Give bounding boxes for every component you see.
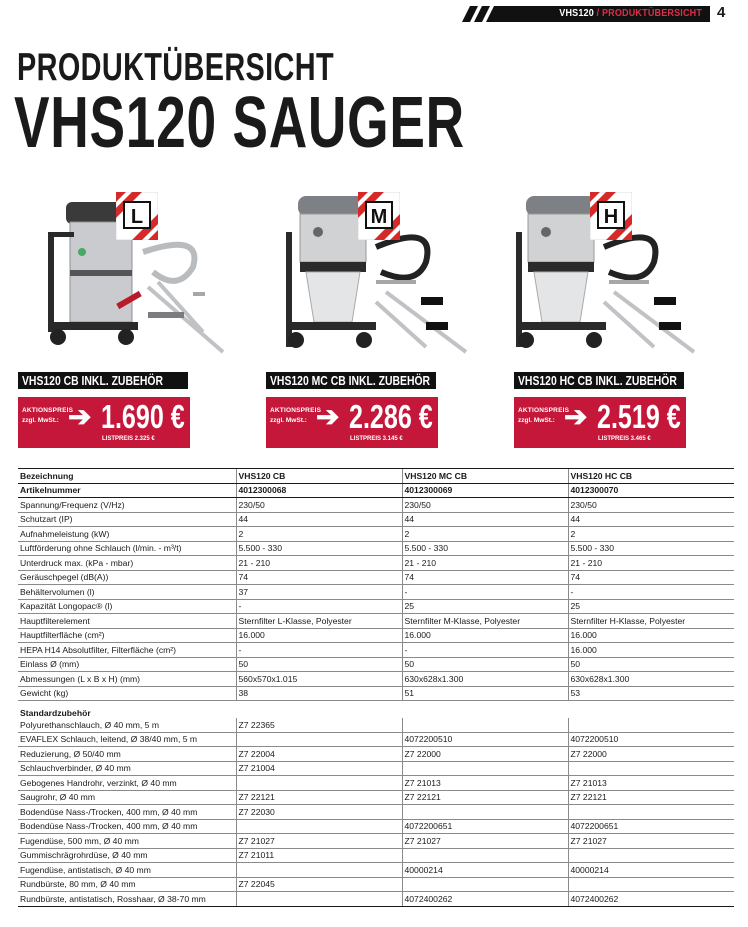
badge-letter-h: H (603, 206, 619, 228)
spec-row (18, 628, 734, 643)
table-cell: 560x570x1.015 (236, 672, 402, 687)
accessories-section-row (18, 701, 734, 718)
accessory-row (18, 834, 734, 849)
table-header-row (18, 469, 734, 484)
table-cell: 16.000 (568, 643, 734, 658)
table-cell: Gewicht (kg) (18, 686, 236, 701)
table-cell: Saugrohr, Ø 40 mm (18, 790, 236, 805)
table-cell (402, 761, 568, 776)
table-cell (568, 761, 734, 776)
table-cell: 25 (402, 599, 568, 614)
spec-row (18, 570, 734, 585)
table-cell: 25 (568, 599, 734, 614)
table-cell: 4072400262 (402, 892, 568, 907)
accessory-row (18, 718, 734, 733)
table-cell: 44 (402, 512, 568, 527)
header-section: PRODUKTÜBERSICHT (601, 7, 702, 19)
vat-label: zzgl. MwSt.: (22, 417, 59, 424)
table-cell: 50 (236, 657, 402, 672)
table-cell (402, 848, 568, 863)
table-cell (402, 805, 568, 820)
table-cell: - (236, 643, 402, 658)
table-cell: Z7 22004 (236, 747, 402, 762)
spec-row (18, 614, 734, 629)
table-cell (236, 701, 402, 718)
table-cell: Z7 21027 (568, 834, 734, 849)
table-cell (402, 718, 568, 733)
table-cell: Z7 22365 (236, 718, 402, 733)
table-cell: Reduzierung, Ø 50/40 mm (18, 747, 236, 762)
spec-row (18, 556, 734, 571)
table-cell: Fugendüse, 500 mm, Ø 40 mm (18, 834, 236, 849)
table-cell: Fugendüse, antistatisch, Ø 40 mm (18, 863, 236, 878)
table-header-cell: Bezeichnung (18, 469, 236, 484)
table-cell: Rundbürste, antistatisch, Rosshaar, Ø 38-70 mm (18, 892, 236, 907)
table-cell (236, 863, 402, 878)
table-cell (568, 848, 734, 863)
spec-row (18, 599, 734, 614)
promo-label: AKTIONSPREIS (22, 407, 74, 414)
arrow-right-icon: ➔ (68, 401, 92, 432)
class-badge-l (116, 192, 158, 240)
table-cell: 16.000 (568, 628, 734, 643)
table-cell: Z7 22045 (236, 877, 402, 892)
accessory-row (18, 863, 734, 878)
promo-price: 1.690 € (101, 398, 185, 435)
header-text (559, 7, 702, 19)
accessories-title: Standardzubehör (18, 701, 236, 718)
accessory-row (18, 732, 734, 747)
header-model: VHS120 (559, 7, 594, 19)
table-cell: Sternfilter L-Klasse, Polyester (236, 614, 402, 629)
price-box-hc (514, 397, 686, 448)
product-name-hc (514, 372, 684, 389)
product-card-cb (18, 192, 240, 367)
table-header-cell: VHS120 CB (236, 469, 402, 484)
table-cell: Z7 22000 (568, 747, 734, 762)
table-cell: 4012300070 (568, 483, 734, 498)
table-cell: Z7 22121 (568, 790, 734, 805)
table-cell: 74 (568, 570, 734, 585)
table-cell: Schutzart (IP) (18, 512, 236, 527)
table-cell: 230/50 (568, 498, 734, 513)
table-cell: Luftförderung ohne Schlauch (l/min. - m³/t) (18, 541, 236, 556)
table-cell: Behältervolumen (l) (18, 585, 236, 600)
spec-row (18, 527, 734, 542)
table-cell (402, 877, 568, 892)
table-cell: - (568, 585, 734, 600)
table-cell: Z7 22030 (236, 805, 402, 820)
spec-row (18, 585, 734, 600)
accessory-row (18, 848, 734, 863)
table-cell: 4072400262 (568, 892, 734, 907)
spec-row (18, 512, 734, 527)
table-cell: Kapazität Longopac® (l) (18, 599, 236, 614)
accessory-row (18, 790, 734, 805)
table-cell: Rundbürste, 80 mm, Ø 40 mm (18, 877, 236, 892)
table-header-cell: VHS120 MC CB (402, 469, 568, 484)
table-cell: 53 (568, 686, 734, 701)
table-cell: Z7 22121 (236, 790, 402, 805)
table-cell: 40000214 (402, 863, 568, 878)
table-cell: 4072200510 (402, 732, 568, 747)
table-cell: Einlass Ø (mm) (18, 657, 236, 672)
product-name-cb (18, 372, 188, 389)
spec-row (18, 686, 734, 701)
table-cell (568, 701, 734, 718)
table-header-cell: VHS120 HC CB (568, 469, 734, 484)
table-cell (236, 892, 402, 907)
vat-label: zzgl. MwSt.: (518, 417, 555, 424)
list-price: LISTPREIS 3.465 € (598, 436, 651, 442)
product-card-mc (266, 192, 488, 367)
table-cell: Sternfilter H-Klasse, Polyester (568, 614, 734, 629)
accessory-row (18, 761, 734, 776)
price-box-mc (266, 397, 438, 448)
spec-row (18, 541, 734, 556)
product-name-mc (266, 372, 436, 389)
spec-row (18, 498, 734, 513)
accessory-row (18, 892, 734, 907)
table-cell (236, 819, 402, 834)
price-box-cb (18, 397, 190, 448)
spec-row (18, 657, 734, 672)
vat-label: zzgl. MwSt.: (270, 417, 307, 424)
table-cell: 38 (236, 686, 402, 701)
table-cell: Z7 21013 (402, 776, 568, 791)
table-cell (568, 805, 734, 820)
table-cell: Bodendüse Nass-/Trocken, 400 mm, Ø 40 mm (18, 805, 236, 820)
table-cell: 4012300069 (402, 483, 568, 498)
table-cell: 50 (402, 657, 568, 672)
list-price: LISTPREIS 2.325 € (102, 436, 155, 442)
table-cell: - (236, 599, 402, 614)
badge-letter-m: M (370, 206, 388, 228)
table-cell: 21 - 210 (236, 556, 402, 571)
table-cell: Artikelnummer (18, 483, 236, 498)
table-cell (236, 732, 402, 747)
table-cell (568, 718, 734, 733)
article-number-row (18, 483, 734, 498)
accessory-row (18, 805, 734, 820)
table-cell: Z7 21027 (402, 834, 568, 849)
table-cell: 630x628x1.300 (568, 672, 734, 687)
table-cell: Sternfilter M-Klasse, Polyester (402, 614, 568, 629)
product-name-label: VHS120 HC CB INKL. ZUBEHÖR (518, 373, 677, 388)
table-cell: Bodendüse Nass-/Trocken, 400 mm, Ø 40 mm (18, 819, 236, 834)
table-cell: Polyurethanschlauch, Ø 40 mm, 5 m (18, 718, 236, 733)
table-cell: Schlauchverbinder, Ø 40 mm (18, 761, 236, 776)
accessory-row (18, 819, 734, 834)
table-cell (236, 776, 402, 791)
table-cell: - (402, 643, 568, 658)
table-cell: - (402, 585, 568, 600)
table-cell: 2 (568, 527, 734, 542)
promo-label: AKTIONSPREIS (270, 407, 322, 414)
table-cell: Geräuschpegel (dB(A)) (18, 570, 236, 585)
table-cell: Gebogenes Handrohr, verzinkt, Ø 40 mm (18, 776, 236, 791)
header-separator: / (593, 7, 602, 19)
product-name-label: VHS120 MC CB INKL. ZUBEHÖR (270, 373, 431, 388)
table-cell: 51 (402, 686, 568, 701)
table-cell: 40000214 (568, 863, 734, 878)
table-cell: HEPA H14 Absolutfilter, Filterfläche (cm²) (18, 643, 236, 658)
table-cell: 4012300068 (236, 483, 402, 498)
table-cell: 230/50 (402, 498, 568, 513)
table-cell: Spannung/Frequenz (V/Hz) (18, 498, 236, 513)
table-cell: 5.500 - 330 (236, 541, 402, 556)
accessory-row (18, 776, 734, 791)
promo-price: 2.286 € (349, 398, 433, 435)
table-cell: 16.000 (236, 628, 402, 643)
table-cell (402, 701, 568, 718)
accessory-row (18, 877, 734, 892)
badge-letter-l: L (130, 206, 144, 228)
spec-row (18, 643, 734, 658)
table-cell: Z7 21027 (236, 834, 402, 849)
arrow-right-icon: ➔ (564, 401, 588, 432)
product-card-hc (514, 192, 736, 367)
spec-row (18, 672, 734, 687)
table-cell: Hauptfilterelement (18, 614, 236, 629)
table-cell: Z7 21013 (568, 776, 734, 791)
table-cell: Abmessungen (L x B x H) (mm) (18, 672, 236, 687)
table-cell: 74 (402, 570, 568, 585)
page-number: 4 (717, 4, 726, 21)
table-cell (568, 877, 734, 892)
product-name-label: VHS120 CB INKL. ZUBEHÖR (22, 373, 163, 388)
table-cell: 630x628x1.300 (402, 672, 568, 687)
spec-table (18, 468, 734, 907)
table-cell: EVAFLEX Schlauch, leitend, Ø 38/40 mm, 5 m (18, 732, 236, 747)
list-price: LISTPREIS 3.145 € (350, 436, 403, 442)
table-cell: 5.500 - 330 (568, 541, 734, 556)
table-cell: 21 - 210 (568, 556, 734, 571)
class-badge-m (358, 192, 400, 240)
table-cell: 16.000 (402, 628, 568, 643)
table-cell: 50 (568, 657, 734, 672)
table-cell: 44 (236, 512, 402, 527)
table-cell: Gummischrägrohrdüse, Ø 40 mm (18, 848, 236, 863)
page-subtitle: PRODUKTÜBERSICHT (17, 46, 334, 89)
table-cell: 5.500 - 330 (402, 541, 568, 556)
table-cell: 74 (236, 570, 402, 585)
table-cell: Z7 22121 (402, 790, 568, 805)
page-title: VHS120 SAUGER (14, 83, 465, 163)
table-cell: Hauptfilterfläche (cm²) (18, 628, 236, 643)
table-cell: 37 (236, 585, 402, 600)
table-cell: Unterdruck max. (kPa - mbar) (18, 556, 236, 571)
table-cell: 44 (568, 512, 734, 527)
table-cell: 2 (236, 527, 402, 542)
table-cell: 4072200510 (568, 732, 734, 747)
promo-label: AKTIONSPREIS (518, 407, 570, 414)
accessory-row (18, 747, 734, 762)
promo-price: 2.519 € (597, 398, 681, 435)
table-cell: 21 - 210 (402, 556, 568, 571)
class-badge-h (590, 192, 632, 240)
table-cell: 4072200651 (568, 819, 734, 834)
table-cell: Z7 22000 (402, 747, 568, 762)
arrow-right-icon: ➔ (316, 401, 340, 432)
table-cell: 2 (402, 527, 568, 542)
table-cell: 230/50 (236, 498, 402, 513)
table-cell: Aufnahmeleistung (kW) (18, 527, 236, 542)
table-cell: Z7 21011 (236, 848, 402, 863)
table-cell: Z7 21004 (236, 761, 402, 776)
header-banner (462, 6, 710, 22)
table-cell: 4072200651 (402, 819, 568, 834)
